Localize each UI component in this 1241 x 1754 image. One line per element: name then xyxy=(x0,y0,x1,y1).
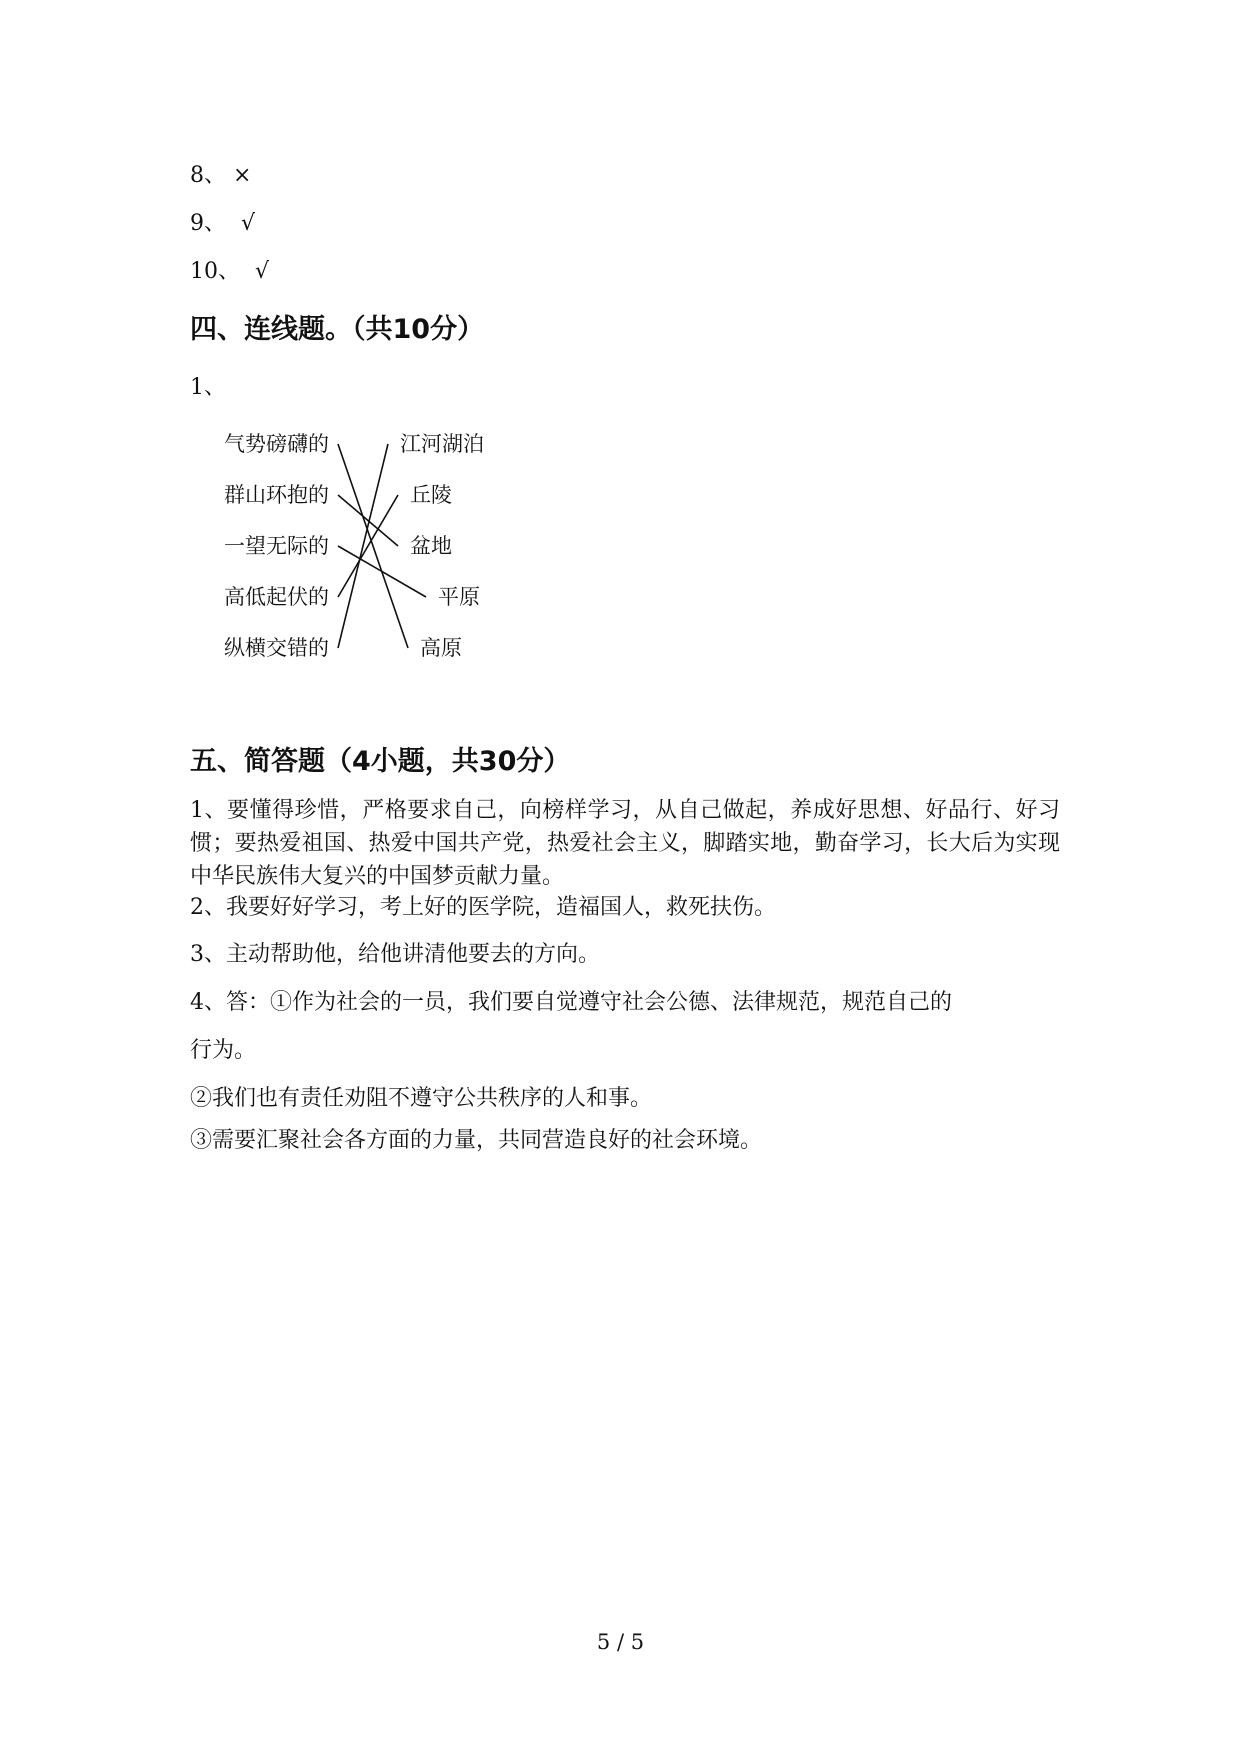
answer-1-text: 1、要懂得珍惜，严格要求自己，向榜样学习，从自己做起，养成好思想、好品行、好习惯；要热爱祖国、热爱中国共产党，热爱社会主义，脚踏实地，勤奋学习，长大后为实现中华民族伟大复兴的中国梦贡献力量。 xyxy=(190,798,1060,889)
page-number: 5 / 5 xyxy=(596,1630,645,1654)
matching-diagram xyxy=(210,430,510,690)
check-mark: √ xyxy=(241,211,256,236)
connection-line xyxy=(338,495,398,546)
left-item: 群山环抱的 xyxy=(224,483,329,507)
answer-3-text: 3、主动帮助他，给他讲清他要去的方向。 xyxy=(190,942,600,967)
right-item: 丘陵 xyxy=(410,483,452,507)
answer-4-line1: 4、答：①作为社会的一员，我们要自觉遵守社会公德、法律规范，规范自己的 xyxy=(190,990,952,1015)
left-item: 高低起伏的 xyxy=(224,585,329,609)
right-item: 江河湖泊 xyxy=(400,432,484,456)
connection-line xyxy=(338,444,388,648)
section4-heading: 四、连线题。（共10分） xyxy=(190,314,485,345)
answer-9 xyxy=(190,209,255,239)
answer-number: 10、 xyxy=(190,259,240,284)
answer-number: 8、 xyxy=(190,163,226,188)
answer-2-text: 2、我要好好学习，考上好的医学院，造福国人，救死扶伤。 xyxy=(190,895,776,920)
answer-8 xyxy=(190,161,251,191)
answer-4-point3: ③需要汇聚社会各方面的力量，共同营造良好的社会环境。 xyxy=(190,1128,763,1153)
section4-question-number: 1、 xyxy=(190,375,226,400)
section5-heading: 五、简答题（4小题，共30分） xyxy=(190,746,571,777)
right-item: 盆地 xyxy=(410,534,452,558)
connection-line xyxy=(338,495,398,597)
answer-10 xyxy=(190,257,269,287)
answer-4-point2: ②我们也有责任劝阻不遵守公共秩序的人和事。 xyxy=(190,1086,653,1111)
connection-line xyxy=(338,546,426,597)
right-item: 平原 xyxy=(438,585,480,609)
check-mark: √ xyxy=(255,259,270,284)
cross-mark: × xyxy=(233,163,252,188)
left-item: 一望无际的 xyxy=(224,534,329,558)
left-item: 气势磅礴的 xyxy=(224,432,329,456)
right-item: 高原 xyxy=(420,636,462,660)
left-item: 纵横交错的 xyxy=(224,636,329,660)
answer-4-line2: 行为。 xyxy=(190,1038,257,1063)
answer-number: 9、 xyxy=(190,211,226,236)
matching-lines xyxy=(210,430,510,690)
